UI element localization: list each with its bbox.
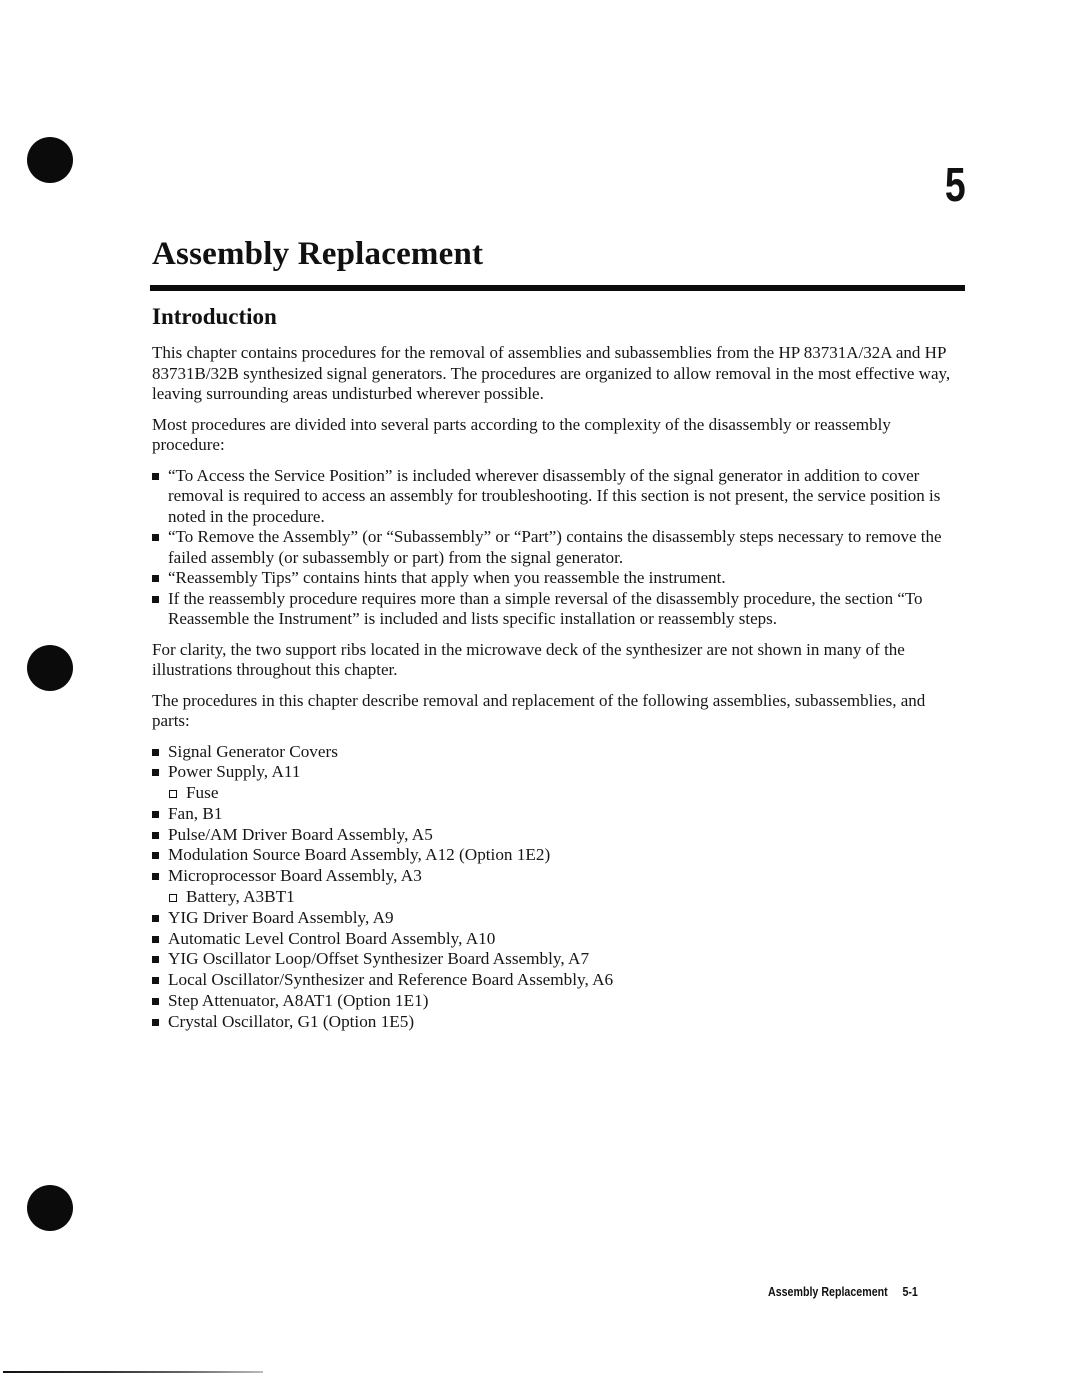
body-content (152, 343, 962, 1043)
list-item: YIG Driver Board Assembly, A9 (152, 908, 962, 929)
assemblies-list (152, 742, 962, 1033)
list-item: Step Attenuator, A8AT1 (Option 1E1) (152, 991, 962, 1012)
binder-hole-2 (27, 645, 73, 691)
sub-list (168, 887, 962, 908)
section-title: Introduction (152, 304, 277, 329)
list-item: YIG Oscillator Loop/Offset Synthesizer Board Assembly, A7 (152, 949, 962, 970)
list-item: “To Remove the Assembly” (or “Subassembly” or “Part”) contains the disassembly steps necessary to remove the failed assembly (or subassembly or part) from the signal generator. (152, 527, 962, 568)
title-rule (150, 285, 965, 291)
page-footer (768, 1284, 918, 1299)
list-item: Automatic Level Control Board Assembly, A10 (152, 929, 962, 950)
list-item: Fan, B1 (152, 804, 962, 825)
clarity-paragraph: For clarity, the two support ribs located in the microwave deck of the synthesizer are not shown in many of the illustrations throughout this chapter. (152, 639, 905, 679)
list-item: “Reassembly Tips” contains hints that apply when you reassemble the instrument. (152, 568, 962, 589)
binder-hole-3 (27, 1185, 73, 1231)
list-item: Power Supply, A11 Fuse (152, 762, 962, 804)
chapter-title: Assembly Replacement (152, 236, 484, 272)
binder-hole-1 (27, 137, 73, 183)
intro-paragraph: This chapter contains procedures for the removal of assemblies and subassemblies from the HP 83731A/32A and HP 83731B/32B synthesized signal generators. The procedures are organized to allow removal in the most effective way, leaving surrounding areas undisturbed wherever possible. (152, 343, 951, 403)
running-title: Assembly Replacement (768, 1284, 888, 1299)
sub-list-item: Fuse (168, 783, 962, 804)
list-item: If the reassembly procedure requires more than a simple reversal of the disassembly procedure, the section “To Reassemble the Instrument” is included and lists specific installation or reassembly steps. (152, 589, 962, 630)
sub-list (168, 783, 962, 804)
list-item: Local Oscillator/Synthesizer and Reference Board Assembly, A6 (152, 970, 962, 991)
page-number: 5-1 (902, 1284, 918, 1299)
assemblies-intro-paragraph: The procedures in this chapter describe removal and replacement of the following assemblies, subassemblies, and parts: (152, 690, 926, 730)
list-item: Pulse/AM Driver Board Assembly, A5 (152, 825, 962, 846)
list-item: Crystal Oscillator, G1 (Option 1E5) (152, 1012, 962, 1033)
list-item: Signal Generator Covers (152, 742, 962, 763)
sub-list-item: Battery, A3BT1 (168, 887, 962, 908)
list-item: Modulation Source Board Assembly, A12 (Option 1E2) (152, 845, 962, 866)
procedures-paragraph: Most procedures are divided into several parts according to the complexity of the disassembly or reassembly procedure: (152, 414, 891, 454)
scan-edge-line (3, 1371, 263, 1373)
list-item: Microprocessor Board Assembly, A3 Battery, A3BT1 (152, 866, 962, 908)
list-item: “To Access the Service Position” is included wherever disassembly of the signal generator in addition to cover removal is required to access an assembly for troubleshooting. If this section is not present, the service position is noted in the procedure. (152, 466, 962, 528)
chapter-number: 5 (945, 159, 966, 212)
procedure-parts-list (152, 466, 962, 630)
